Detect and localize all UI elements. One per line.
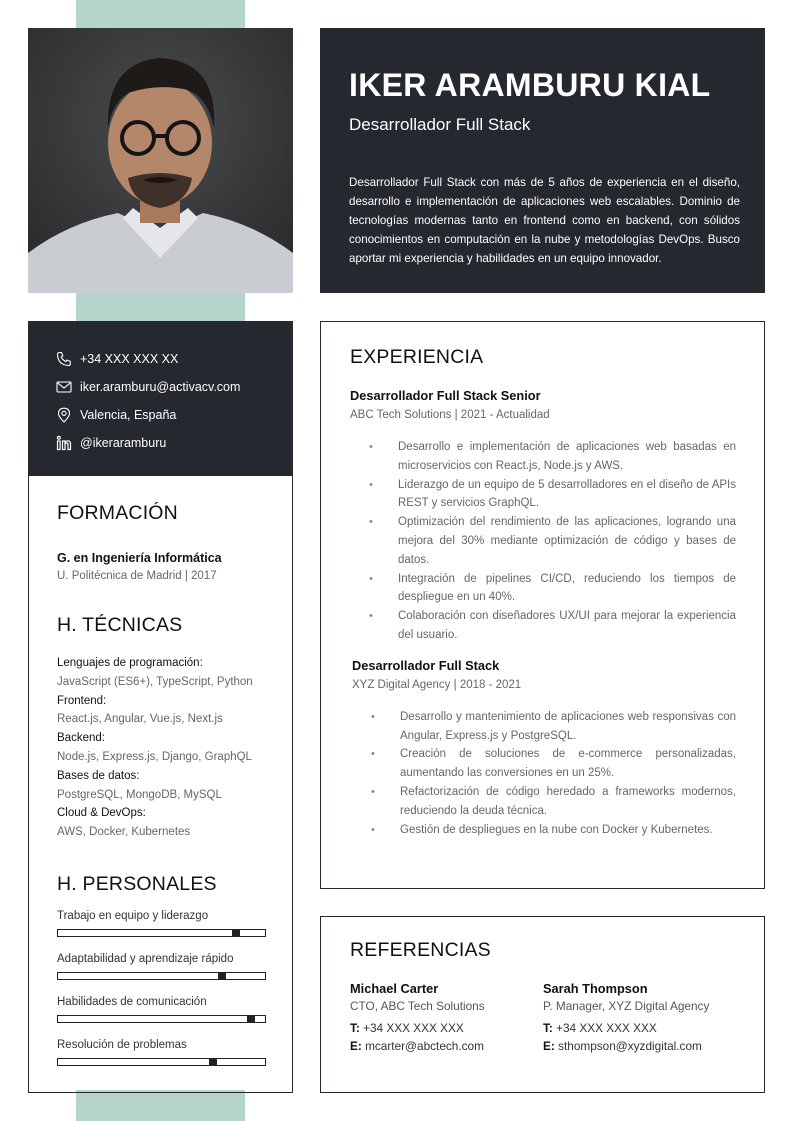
job-bullets (350, 438, 736, 645)
job-bullets (352, 708, 736, 840)
linkedin-icon (56, 435, 72, 451)
contact-box (28, 321, 293, 476)
tech-value: AWS, Docker, Kubernetes (57, 826, 191, 839)
personal-skills-list (57, 910, 264, 1066)
skill-label: Trabajo en equipo y liderazgo (57, 909, 209, 922)
location-pin-icon (56, 407, 72, 423)
references-list (350, 981, 736, 1053)
contact-email[interactable] (56, 373, 293, 401)
tech-value: Node.js, Express.js, Django, GraphQL (57, 750, 252, 763)
left-column (28, 476, 293, 1093)
reference-email (543, 1039, 736, 1053)
reference-phone-value: +34 XXX XXX XXX (363, 1021, 464, 1035)
contact-linkedin-text[interactable]: @ikeraramburu (80, 436, 167, 450)
phone-label: T: (543, 1021, 553, 1035)
job-entry (350, 658, 736, 840)
header-box (320, 28, 765, 293)
education-degree: G. en Ingeniería Informática (57, 551, 222, 565)
reference-position: P. Manager, XYZ Digital Agency (543, 999, 710, 1013)
reference-email-value[interactable]: mcarter@abctech.com (365, 1039, 484, 1053)
contact-linkedin[interactable] (56, 429, 293, 457)
tech-skills-title: H. TÉCNICAS (57, 614, 183, 636)
profile-photo (28, 28, 293, 293)
tech-skills-list (57, 654, 264, 842)
reference-name: Sarah Thompson (543, 981, 648, 996)
skill-item (57, 953, 264, 980)
skill-item (57, 910, 264, 937)
job-bullet: • Colaboración con diseñadores UX/UI para mejorar la experiencia del usuario. (369, 607, 736, 645)
job-meta: XYZ Digital Agency | 2018 - 2021 (352, 678, 522, 691)
job-bullet: • Refactorización de código heredado a frameworks modernos, reduciendo la deuda técnica. (371, 783, 736, 821)
tech-label: Backend: (57, 732, 105, 745)
candidate-name: IKER ARAMBURU KIAL (349, 67, 711, 103)
tech-label: Cloud & DevOps: (57, 807, 146, 820)
accent-strip-bottom (76, 1090, 245, 1121)
profile-summary: Desarrollador Full Stack con más de 5 años de experiencia en el diseño, desarrollo e implementación de aplicaciones web escalables. Dominio de tecnologías modernas tanto en frontend como en backend, con sólidos conocimientos en computación en la nube y metodologías DevOps. Busco aportar mi experiencia y habilidades en un equipo innovador. (349, 176, 740, 266)
phone-icon (56, 351, 72, 367)
reference-email-value[interactable]: sthompson@xyzdigital.com (558, 1039, 702, 1053)
job-title: Desarrollador Full Stack Senior (350, 388, 541, 403)
tech-label: Bases de datos: (57, 769, 140, 782)
experience-title: EXPERIENCIA (350, 346, 484, 368)
references-title: REFERENCIAS (350, 939, 491, 961)
contact-phone-text: +34 XXX XXX XX (80, 352, 179, 366)
phone-label: T: (350, 1021, 360, 1035)
reference-email (350, 1039, 543, 1053)
job-bullet: • Desarrollo e implementación de aplicaciones web basadas en microservicios con React.js, Node.js y AWS. (369, 438, 736, 476)
personal-skills-title: H. PERSONALES (57, 872, 217, 895)
reference-phone (350, 1021, 543, 1035)
reference-item (543, 981, 736, 1053)
tech-value: React.js, Angular, Vue.js, Next.js (57, 713, 223, 726)
job-bullet: • Creación de soluciones de e-commerce personalizadas, aumentando las conversiones en un 25%. (371, 745, 736, 783)
skill-label: Resolución de problemas (57, 1038, 187, 1051)
skill-bar (57, 972, 266, 980)
education-meta: U. Politécnica de Madrid | 2017 (57, 570, 217, 582)
reference-phone-value: +34 XXX XXX XXX (556, 1021, 657, 1035)
skill-level-marker (232, 929, 240, 937)
skill-bar (57, 1058, 266, 1066)
reference-phone (543, 1021, 736, 1035)
education-title: FORMACIÓN (57, 502, 178, 524)
job-bullet: • Gestión de despliegues en la nube con Docker y Kubernetes. (371, 821, 736, 840)
email-label: E: (350, 1039, 362, 1053)
tech-label: Frontend: (57, 694, 107, 707)
reference-name: Michael Carter (350, 981, 439, 996)
job-bullet: • Liderazgo de un equipo de 5 desarrolladores en el diseño de APIs REST y servicios GraphQL. (369, 476, 736, 514)
contact-location (56, 401, 293, 429)
candidate-role: Desarrollador Full Stack (349, 115, 531, 135)
references-section (320, 916, 765, 1093)
envelope-icon (56, 379, 72, 395)
tech-value: JavaScript (ES6+), TypeScript, Python (57, 675, 253, 688)
skill-level-marker (247, 1015, 255, 1023)
tech-label: Lenguajes de programación: (57, 657, 203, 669)
job-entry (350, 388, 736, 645)
contact-location-text: Valencia, España (80, 408, 177, 422)
skill-level-marker (218, 972, 226, 980)
contact-phone (56, 345, 293, 373)
job-bullet: • Desarrollo y mantenimiento de aplicaciones web responsivas con Angular, Express.js y PostgreSQL. (371, 708, 736, 746)
skill-bar (57, 1015, 266, 1023)
reference-position: CTO, ABC Tech Solutions (350, 999, 485, 1013)
job-bullet: • Optimización del rendimiento de las aplicaciones, logrando una mejora del 30% mediante optimización de código y bases de datos. (369, 513, 736, 569)
job-bullet: • Integración de pipelines CI/CD, reduciendo los tiempos de despliegue en un 40%. (369, 570, 736, 608)
job-title: Desarrollador Full Stack (352, 657, 500, 673)
contact-email-text[interactable]: iker.aramburu@activacv.com (80, 380, 241, 394)
skill-label: Adaptabilidad y aprendizaje rápido (57, 952, 234, 965)
experience-section (320, 321, 765, 889)
skill-label: Habilidades de comunicación (57, 995, 207, 1008)
tech-value: PostgreSQL, MongoDB, MySQL (57, 788, 222, 801)
job-meta: ABC Tech Solutions | 2021 - Actualidad (350, 409, 550, 421)
email-label: E: (543, 1039, 555, 1053)
skill-level-marker (209, 1058, 217, 1066)
reference-item (350, 981, 543, 1053)
skill-item (57, 1039, 264, 1066)
skill-bar (57, 929, 266, 937)
skill-item (57, 996, 264, 1023)
